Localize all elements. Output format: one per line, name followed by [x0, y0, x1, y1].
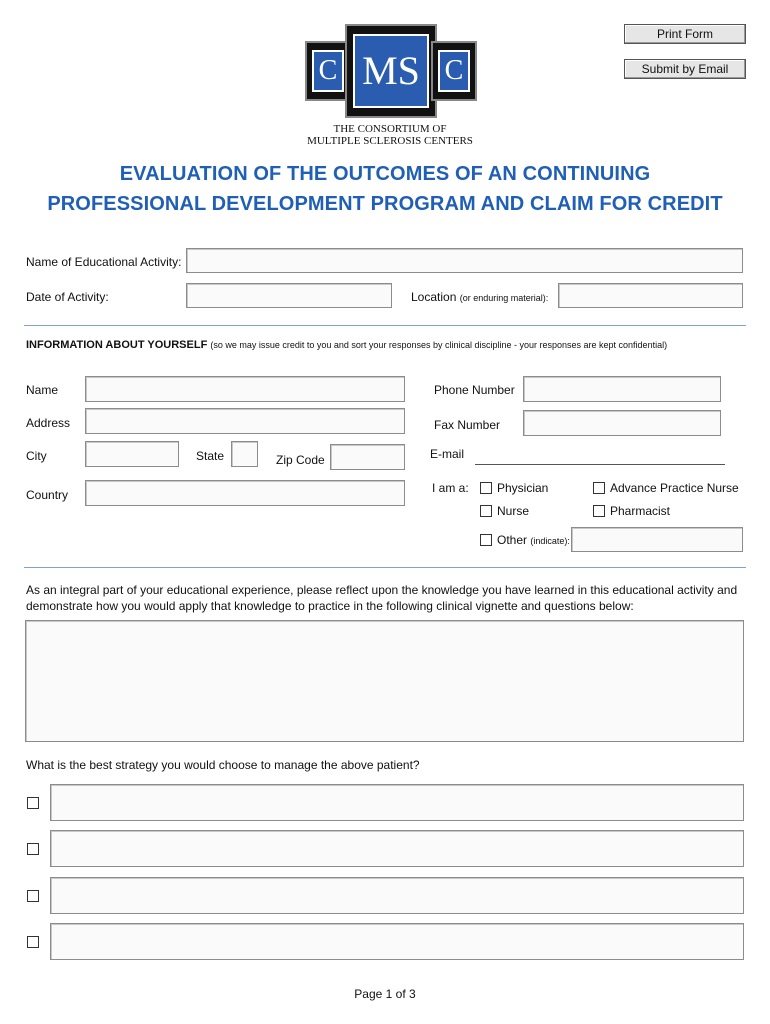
nurse-checkbox[interactable]: [480, 505, 492, 517]
other-label: [497, 533, 570, 547]
location-field[interactable]: [558, 283, 743, 308]
location-label-text: Location: [411, 290, 457, 304]
pharmacist-label: Pharmacist: [610, 504, 671, 518]
strategy-option-3-checkbox[interactable]: [27, 890, 39, 902]
physician-checkbox[interactable]: [480, 482, 492, 494]
email-field[interactable]: [475, 464, 725, 465]
zip-code-label: Zip Code: [276, 453, 325, 467]
other-indicate-field[interactable]: [571, 527, 743, 552]
state-label: State: [196, 449, 225, 463]
cmsc-logo: [305, 24, 475, 118]
advance-practice-nurse-label: Advance Practice Nurse: [610, 481, 739, 495]
logo-letter-c-left: C: [312, 50, 344, 92]
location-label-note: (or enduring material):: [459, 293, 549, 303]
form-title-line1: EVALUATION OF THE OUTCOMES OF AN CONTINUING: [119, 163, 651, 185]
fax-number-label: Fax Number: [434, 418, 501, 432]
name-field[interactable]: [85, 376, 405, 402]
country-label: Country: [26, 488, 69, 502]
nurse-label: Nurse: [497, 504, 530, 518]
logo-caption-line1: THE CONSORTIUM OF: [333, 123, 447, 135]
strategy-option-2-field[interactable]: [50, 830, 744, 867]
form-title-line2: PROFESSIONAL DEVELOPMENT PROGRAM AND CLAIM FOR CREDIT: [47, 193, 723, 215]
clinical-vignette-area[interactable]: [25, 620, 744, 742]
state-field[interactable]: [231, 441, 258, 467]
print-form-button[interactable]: Print Form: [624, 24, 746, 44]
other-label-text: Other: [497, 533, 528, 547]
other-label-note: (indicate):: [530, 536, 570, 546]
info-heading: [26, 339, 667, 351]
strategy-question: What is the best strategy you would choose to manage the above patient?: [26, 758, 420, 772]
phone-number-label: Phone Number: [434, 383, 515, 397]
logo-caption: [290, 123, 490, 147]
email-label: E-mail: [430, 447, 465, 461]
info-heading-note: (so we may issue credit to you and sort your responses by clinical discipline - your responses are kept confidential): [210, 340, 668, 350]
reflect-instructions-line1: As an integral part of your educational experience, please reflect upon the knowledge you have learned in this educational activity and: [26, 583, 738, 597]
educational-activity-field[interactable]: [186, 248, 743, 273]
zip-code-field[interactable]: [330, 444, 405, 470]
date-of-activity-label: Date of Activity:: [26, 290, 109, 304]
advance-practice-nurse-checkbox[interactable]: [593, 482, 605, 494]
submit-by-email-button[interactable]: Submit by Email: [624, 59, 746, 79]
logo-letter-c-right: C: [438, 50, 470, 92]
logo-caption-line2: MULTIPLE SCLEROSIS CENTERS: [307, 135, 473, 147]
strategy-option-1-checkbox[interactable]: [27, 797, 39, 809]
date-of-activity-field[interactable]: [186, 283, 392, 308]
strategy-option-4-field[interactable]: [50, 923, 744, 960]
other-checkbox[interactable]: [480, 534, 492, 546]
name-label: Name: [26, 383, 59, 397]
info-heading-text: INFORMATION ABOUT YOURSELF: [26, 339, 208, 351]
i-am-a-label: I am a:: [432, 481, 469, 495]
strategy-option-4-checkbox[interactable]: [27, 936, 39, 948]
address-label: Address: [26, 416, 71, 430]
country-field[interactable]: [85, 480, 405, 506]
strategy-option-1-field[interactable]: [50, 784, 744, 821]
strategy-option-2-checkbox[interactable]: [27, 843, 39, 855]
page-number: Page 1 of 3: [354, 987, 416, 1001]
reflect-instructions-line2: demonstrate how you would apply that knowledge to practice in the following clinical vignette and questions below:: [26, 599, 634, 613]
educational-activity-label: Name of Educational Activity:: [26, 255, 182, 269]
strategy-option-3-field[interactable]: [50, 877, 744, 914]
section-divider-2: [24, 567, 746, 568]
city-label: City: [26, 449, 47, 463]
phone-number-field[interactable]: [523, 376, 721, 402]
city-field[interactable]: [85, 441, 179, 467]
address-field[interactable]: [85, 408, 405, 434]
section-divider: [24, 325, 746, 326]
logo-letters-ms: MS: [353, 34, 429, 108]
location-label: [411, 290, 548, 304]
physician-label: Physician: [497, 481, 549, 495]
fax-number-field[interactable]: [523, 410, 721, 436]
pharmacist-checkbox[interactable]: [593, 505, 605, 517]
